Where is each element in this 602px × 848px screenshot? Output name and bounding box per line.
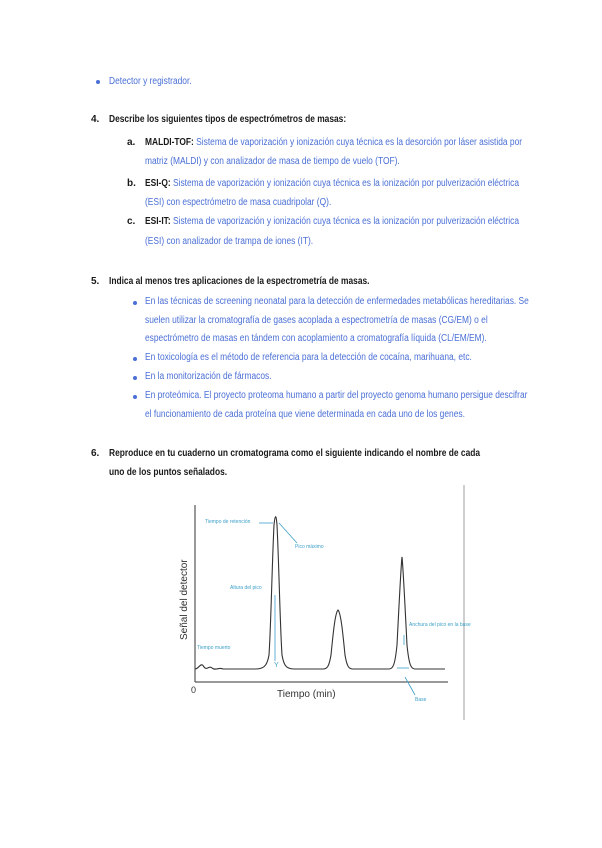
retention-label: Tiempo de retención	[205, 519, 251, 525]
item-c-line2: (ESI) con analizador de trampa de iones (IT).	[145, 236, 314, 247]
half-height-pointer	[279, 523, 297, 543]
list-bullet	[133, 376, 137, 380]
app-1-line2: suelen utilizar la cromatografía de gases acoplada a espectrometría de masas (CG/EM) o el	[145, 315, 488, 326]
question-6-number: 6.	[91, 448, 100, 459]
list-bullet	[96, 80, 100, 84]
item-c-line1: ESI-IT: Sistema de vaporización y ionización cuya técnica es la ionización por pulverización eléctrica	[145, 216, 519, 227]
list-bullet	[133, 301, 137, 305]
item-a-letter: a.	[127, 137, 136, 148]
app-3: En la monitorización de fármacos.	[145, 371, 272, 382]
question-4-title: Describe los siguientes tipos de espectrómetros de masas:	[109, 114, 347, 125]
y-axis-label: Señal del detector	[179, 559, 190, 640]
x-axis-label: Tiempo (min)	[277, 689, 336, 700]
list-bullet	[133, 357, 137, 361]
peak-marker-glyph: Y	[274, 662, 279, 669]
peak-height-label: Altura del pico	[230, 585, 262, 591]
question-6-line1: Reproduce en tu cuaderno un cromatograma como el siguiente indicando el nombre de cada	[109, 448, 481, 459]
noise-label: Tiempo muerto	[197, 645, 231, 651]
list-bullet	[133, 395, 137, 399]
question-5-title: Indica al menos tres aplicaciones de la espectrometría de masas.	[109, 276, 370, 287]
item-a-line1: MALDI-TOF: Sistema de vaporización y ionización cuya técnica es la desorción por láser asistida por	[145, 137, 523, 148]
chromatogram-svg	[179, 485, 471, 720]
app-1-line3: espectrómetro de masas en tándem con acoplamiento a cromatografía líquida (CL/EM/EM).	[145, 333, 487, 344]
origin-label: 0	[191, 685, 197, 695]
detector-item: Detector y registrador.	[109, 76, 192, 87]
item-b-line2: (ESI) con espectrómetro de masa cuadripolar (Q).	[145, 197, 332, 208]
question-5-number: 5.	[91, 276, 100, 287]
base-pointer	[405, 677, 415, 695]
base-width-label: Anchura del pico en la base	[409, 622, 471, 628]
question-6-line2: uno de los puntos señalados.	[109, 467, 228, 478]
item-b-letter: b.	[127, 178, 136, 189]
item-a-line2: matriz (MALDI) y con analizador de masa de tiempo de vuelo (TOF).	[145, 156, 400, 167]
app-4-line2: el funcionamiento de cada proteína que viene determinada en cada uno de los genes.	[145, 409, 465, 420]
chromatogram-curve	[195, 517, 445, 669]
question-4-number: 4.	[91, 114, 100, 125]
item-c-letter: c.	[127, 216, 136, 227]
app-2: En toxicología es el método de referencia para la detección de cocaína, marihuana, etc.	[145, 352, 472, 363]
base-label: Base	[415, 697, 427, 703]
chromatogram-figure	[179, 485, 471, 720]
app-4-line1: En proteómica. El proyecto proteoma humano a partir del proyecto genoma humano persigue descifrar	[145, 390, 528, 401]
half-height-label: Pico máximo	[295, 544, 324, 550]
item-b-line1: ESI-Q: Sistema de vaporización y ionización cuya técnica es la ionización por pulverización eléctrica	[145, 178, 519, 189]
app-1-line1: En las técnicas de screening neonatal para la detección de enfermedades metabólicas hereditarias. Se	[145, 296, 529, 307]
